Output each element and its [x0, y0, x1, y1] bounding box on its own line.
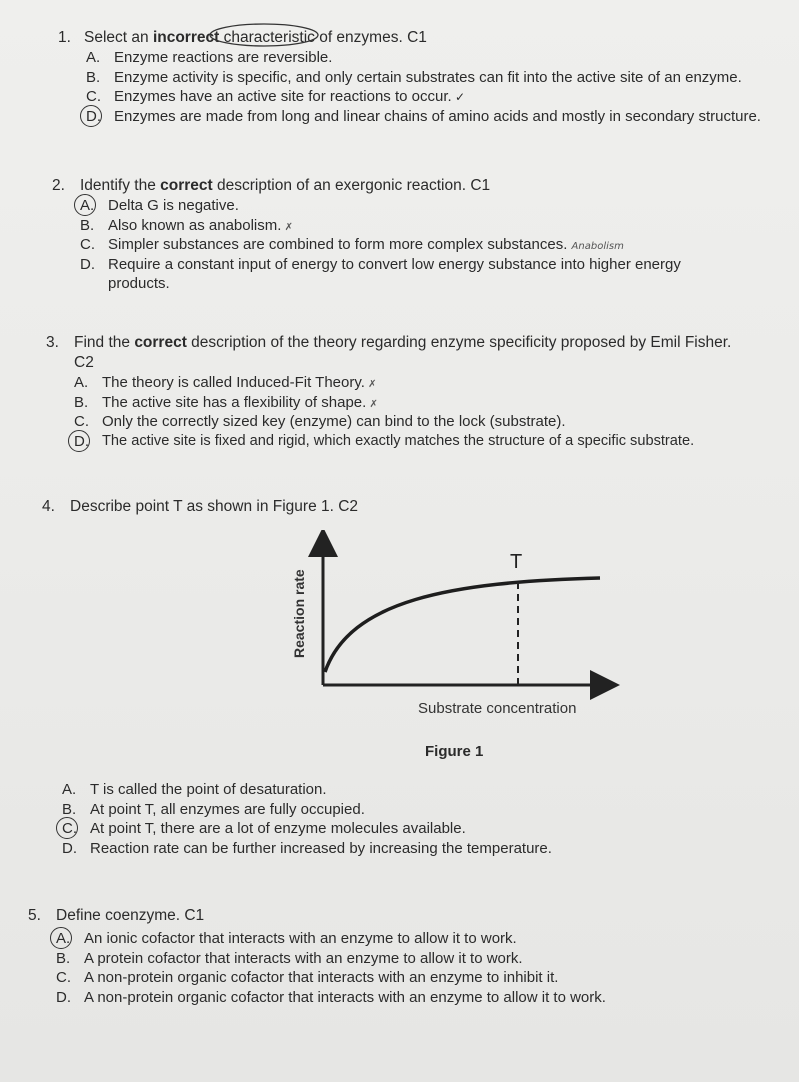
option-2a[interactable]: A. Delta G is negative.	[80, 197, 239, 215]
point-t-label: T	[510, 551, 523, 573]
check-mark-icon: ✓	[451, 90, 466, 105]
question-prompt: 4. Describe point T as shown in Figure 1. C2	[42, 497, 782, 517]
question-5	[28, 906, 788, 1007]
cross-mark-icon: ✗	[366, 398, 378, 410]
option-3d[interactable]: D. The active site is fixed and rigid, which exactly matches the structure of a specific substrate.	[74, 432, 695, 450]
option-1b[interactable]: B. Enzyme activity is specific, and only certain substrates can fit into the active site of an enzyme.	[86, 68, 742, 86]
cross-mark-icon: ✗	[281, 221, 293, 233]
option-5c[interactable]: C. A non-protein organic cofactor that interacts with an enzyme to inhibit it.	[56, 969, 559, 987]
option-3c[interactable]: C. Only the correctly sized key (enzyme) can bind to the lock (substrate).	[74, 413, 566, 431]
question-3	[46, 333, 799, 451]
x-axis-label: Substrate concentration	[418, 700, 577, 717]
option-1a[interactable]: A. Enzyme reactions are reversible.	[86, 49, 333, 67]
option-2b[interactable]: B. Also known as anabolism. ✗	[80, 216, 293, 234]
answer-circle: D.	[86, 107, 114, 127]
question-prompt: 2. Identify the correct description of an exergonic reaction. C1	[52, 176, 772, 196]
hand-circle-annotation	[206, 22, 326, 50]
figure-1-chart	[280, 530, 640, 730]
option-2c[interactable]: C. Simpler substances are combined to form more complex substances. Anabolism	[80, 236, 624, 254]
answer-circle: C.	[62, 819, 90, 839]
question-1	[58, 28, 798, 126]
answer-circle: A.	[56, 929, 84, 949]
question-number: 4.	[42, 498, 55, 515]
option-5d[interactable]: D. A non-protein organic cofactor that interacts with an enzyme to allow it to work.	[56, 988, 606, 1006]
option-4c[interactable]: C. At point T, there are a lot of enzyme molecules available.	[62, 820, 466, 837]
option-4b[interactable]: B. At point T, all enzymes are fully occupied.	[62, 800, 365, 818]
reaction-curve	[325, 578, 600, 672]
question-prompt: 1. Select an incorrect characteristic of enzymes. C1	[58, 28, 798, 48]
question-number: 2.	[52, 177, 65, 194]
question-number: 5.	[28, 907, 41, 924]
answer-circle: D.	[74, 432, 102, 452]
question-4	[42, 497, 782, 517]
option-1c[interactable]: C. Enzymes have an active site for reactions to occur. ✓	[86, 88, 466, 106]
question-number: 1.	[58, 29, 71, 46]
figure-caption: Figure 1	[425, 743, 484, 760]
question-prompt: 3. Find the correct description of the theory regarding enzyme specificity proposed by Emil Fisher.	[46, 333, 799, 353]
answer-circle: A.	[80, 196, 108, 216]
option-3a[interactable]: A. The theory is called Induced-Fit Theory. ✗	[74, 374, 377, 392]
y-axis-label: Reaction rate	[291, 569, 307, 658]
option-5a[interactable]: A. An ionic cofactor that interacts with an enzyme to allow it to work.	[56, 930, 517, 948]
keyword-incorrect: incorrect	[152, 29, 220, 46]
question-number: 3.	[46, 334, 59, 351]
question-4-options	[62, 780, 782, 858]
option-2d[interactable]: D. Require a constant input of energy to convert low energy substance into higher energy products.	[80, 255, 681, 293]
handwritten-note: Anabolism	[571, 241, 624, 253]
option-1d[interactable]: D. Enzymes are made from long and linear chains of amino acids and mostly in secondary structure.	[86, 107, 761, 125]
option-3b[interactable]: B. The active site has a flexibility of shape. ✗	[74, 393, 378, 411]
question-2	[52, 176, 772, 294]
cross-mark-icon: ✗	[364, 379, 377, 391]
question-prompt: 5. Define coenzyme. C1	[28, 906, 788, 926]
option-4a[interactable]: A. T is called the point of desaturation.	[62, 781, 327, 798]
option-5b[interactable]: B. A protein cofactor that interacts with an enzyme to allow it to work.	[56, 949, 523, 967]
question-prompt-line-2: C2	[74, 354, 94, 372]
option-4d[interactable]: D. Reaction rate can be further increased by increasing the temperature.	[62, 839, 552, 857]
